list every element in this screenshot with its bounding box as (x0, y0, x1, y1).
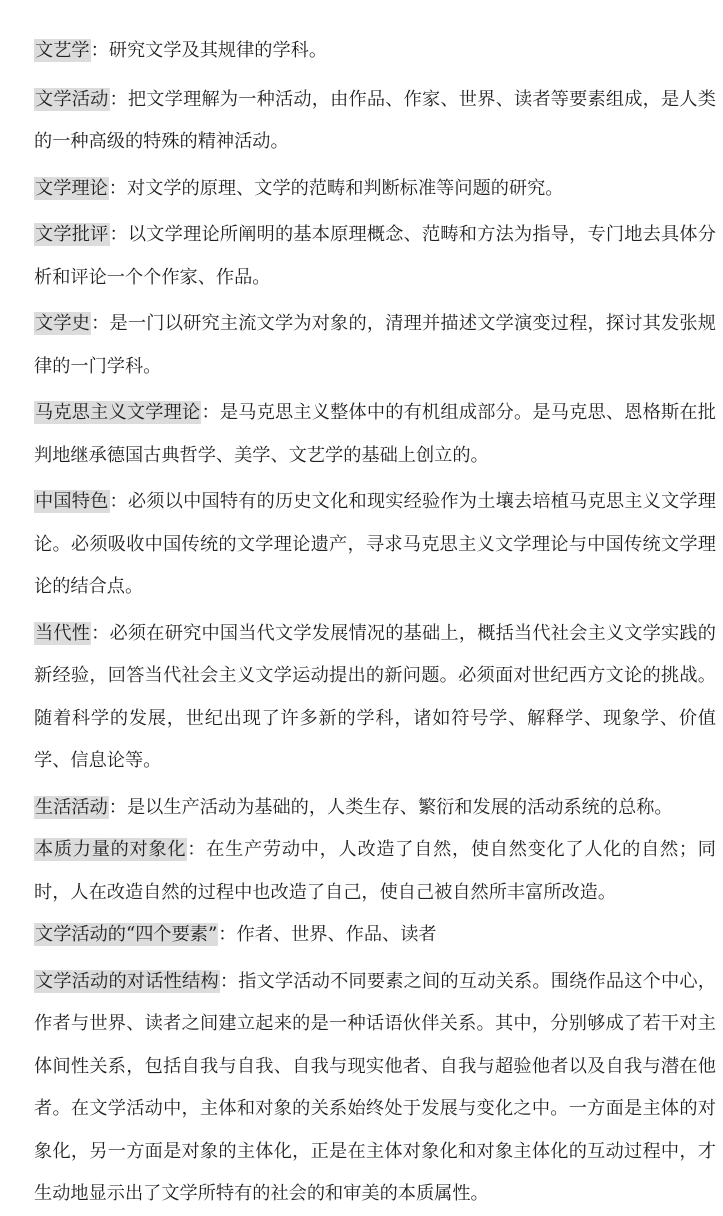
entry-duihuaxing-jiegou (34, 961, 716, 1216)
definition-text: 必须在研究中国当代文学发展情况的基础上，概括当代社会主义文学实践的新经验，回答当代社会主义文学运动提出的新问题。必须面对世纪西方文论的挑战。随着科学的发展，世纪出现了许多新的学科，诸如符号学、解释学、现象学、价值学、信息论等。 (34, 622, 716, 771)
term-separator: ： (109, 224, 128, 245)
term-highlight: 本质力量的对象化 (35, 839, 187, 860)
term-separator: ： (90, 40, 109, 61)
term-highlight: 生活活动 (35, 796, 108, 818)
entry-wenxue-shi (34, 303, 716, 388)
entry-zhongguo-tese (34, 481, 716, 609)
term-separator: ： (108, 796, 127, 818)
term-separator: ： (109, 491, 128, 512)
entry-shenghuo-huodong (34, 787, 716, 830)
term-highlight: 文学理论 (35, 177, 108, 199)
entry-benzhi-liliang (34, 829, 716, 914)
term-highlight: 当代性 (35, 622, 91, 644)
definition-text: 必须以中国特有的历史文化和现实经验作为土壤去培植马克思主义文学理论。必须吸收中国传统的文学理论遗产，寻求马克思主义文学理论与中国传统文学理论的结合点。 (34, 491, 716, 597)
term-highlight: 文学批评 (35, 224, 109, 245)
entry-wenxue-piping (34, 214, 716, 299)
term-highlight: 文学活动 (35, 88, 109, 110)
definition-text: 以文学理论所阐明的基本原理概念、范畴和方法为指导，专门地去具体分析和评论一个个作家、作品。 (34, 224, 716, 288)
definition-text: 研究文学及其规律的学科。 (108, 40, 328, 61)
definition-text: 是马克思主义整体中的有机组成部分。是马克思、恩格斯在批判地继承德国古典哲学、美学、文艺学的基础上创立的。 (34, 402, 716, 466)
term-separator: ： (187, 839, 207, 860)
term-separator: ： (108, 177, 127, 199)
term-separator: ： (91, 313, 110, 334)
term-highlight: 中国特色 (35, 491, 109, 512)
definition-text: 把文学理解为一种活动，由作品、作家、世界、读者等要素组成，是人类的一种高级的特殊的精神活动。 (34, 88, 716, 152)
term-separator: ： (219, 970, 239, 992)
term-separator: ： (218, 924, 237, 945)
definition-text: 在生产劳动中，人改造了自然，使自然变化了人化的自然；同时，人在改造自然的过程中也改造了自己，使自己被自然所丰富所改造。 (34, 839, 716, 903)
entry-wenxue-huodong (34, 79, 716, 164)
entry-makesi-zhuyi-wenxue-lilun (34, 392, 716, 477)
term-separator: ： (201, 402, 220, 423)
term-highlight: 文艺学 (35, 40, 90, 61)
definition-text: 指文学活动不同要素之间的互动关系。围绕作品这个中心，作者与世界、读者之间建立起来的是一种话语伙伴关系。其中，分别够成了若干对主体间性关系，包括自我与自我、自我与现实他者、自我与超验他者以及自我与潜在他者。在文学活动中，主体和对象的关系始终处于发展与变化之中。一方面是主体的对象化，另一方面是对象的主体化，正是在主体对象化和对象主体化的互动过程中，才生动地显示出了文学所特有的社会的和审美的本质属性。 (34, 970, 716, 1204)
term-separator: ： (91, 622, 110, 644)
entry-wenxue-lilun (34, 168, 716, 211)
entry-sige-yaosu (34, 914, 716, 957)
document-page (34, 30, 716, 1216)
definition-text: 作者、世界、作品、读者 (236, 924, 437, 945)
definition-text: 是一门以研究主流文学为对象的，清理并描述文学演变过程，探讨其发张规律的一门学科。 (34, 313, 716, 377)
definition-text: 是以生产活动为基础的，人类生存、繁衍和发展的活动系统的总称。 (126, 796, 673, 818)
entry-wenyixue (34, 30, 716, 73)
term-separator: ： (109, 88, 128, 110)
definition-text: 对文学的原理、文学的范畴和判断标准等问题的研究。 (126, 177, 564, 199)
term-highlight: 马克思主义文学理论 (35, 402, 201, 423)
entry-dangdaixing (34, 613, 716, 783)
term-highlight: 文学活动的对话性结构 (35, 970, 219, 992)
term-highlight: 文学史 (35, 313, 91, 334)
term-highlight: 文学活动的“四个要素” (35, 924, 218, 945)
